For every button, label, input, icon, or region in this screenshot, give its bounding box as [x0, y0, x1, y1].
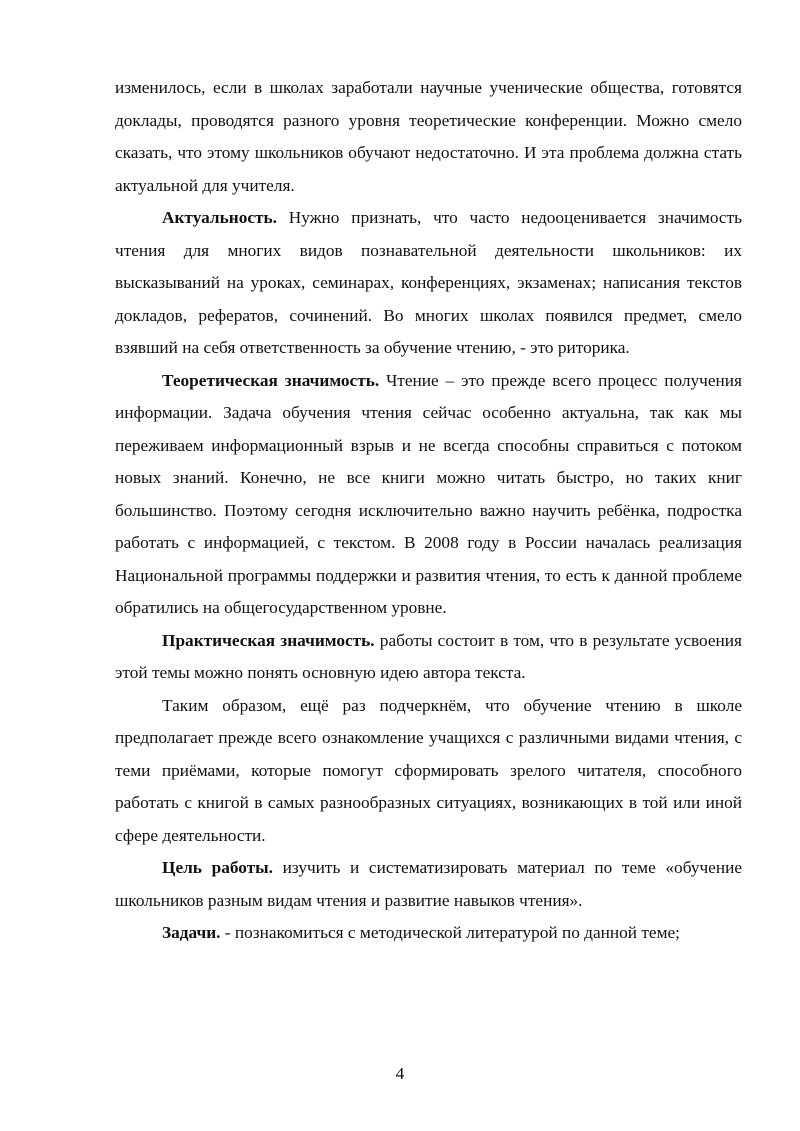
paragraph-body: изменилось, если в школах заработали научные ученические общества, готовятся доклады, проводятся разного уровня теоретические конференции. Можно смело сказать, что этому школьников обучают недостаточно. И эта проблема должна стать актуальной для учителя.	[115, 78, 742, 195]
page-number: 4	[395, 1064, 405, 1083]
paragraph-body: изучить и систематизировать материал по теме «обучение школьников разным видам чтения и развитие навыков чтения».	[115, 858, 742, 910]
paragraph-heading: Теоретическая значимость.	[162, 370, 380, 390]
document-page	[115, 72, 742, 950]
paragraph-heading: Задачи.	[162, 923, 221, 942]
paragraph-relevance	[115, 202, 742, 365]
paragraph-heading: Цель работы.	[162, 858, 273, 877]
paragraph-heading: Практическая значимость.	[162, 630, 375, 650]
paragraph-theoretical-significance	[115, 365, 742, 625]
paragraph-tasks	[115, 917, 742, 950]
paragraph-practical-significance	[115, 625, 742, 690]
paragraph-goal	[115, 852, 742, 917]
paragraph-conclusion	[115, 690, 742, 853]
paragraph-body: работы состоит в том, что в результате усвоения этой темы можно понять основную идею автора текста.	[115, 630, 742, 682]
paragraph-body: Нужно признать, что часто недооценивается значимость чтения для многих видов познавательной деятельности школьников: их высказываний на уроках, семинарах, конференциях, экзаменах; написания текстов докладов, рефератов, сочинений. Во многих школах появился предмет, смело взявший на себя ответственность за обучение чтению, - это риторика.	[115, 208, 742, 357]
paragraph-body: Чтение – это прежде всего процесс получения информации. Задача обучения чтения сейчас особенно актуальна, так как мы переживаем информационный взрыв и не всегда способны справиться с потоком новых знаний. Конечно, не все книги можно читать быстро, но таких книг большинство. Поэтому сегодня исключительно важно научить ребёнка, подростка работать с информацией, с текстом. В 2008 году в России началась реализация Национальной программы поддержки и развития чтения, то есть к данной проблеме обратились на общегосударственном уровне.	[115, 370, 742, 617]
paragraph-body: - познакомиться с методической литературой по данной теме;	[220, 923, 680, 942]
paragraph-body: Таким образом, ещё раз подчеркнём, что обучение чтению в школе предполагает прежде всего ознакомление учащихся с различными видами чтения, с теми приёмами, которые помогут сформировать зрелого читателя, способного работать с книгой в самых разнообразных ситуациях, возникающих в той или иной сфере деятельности.	[115, 695, 742, 845]
paragraph-intro-continuation	[115, 72, 742, 202]
paragraph-heading: Актуальность.	[162, 208, 277, 227]
